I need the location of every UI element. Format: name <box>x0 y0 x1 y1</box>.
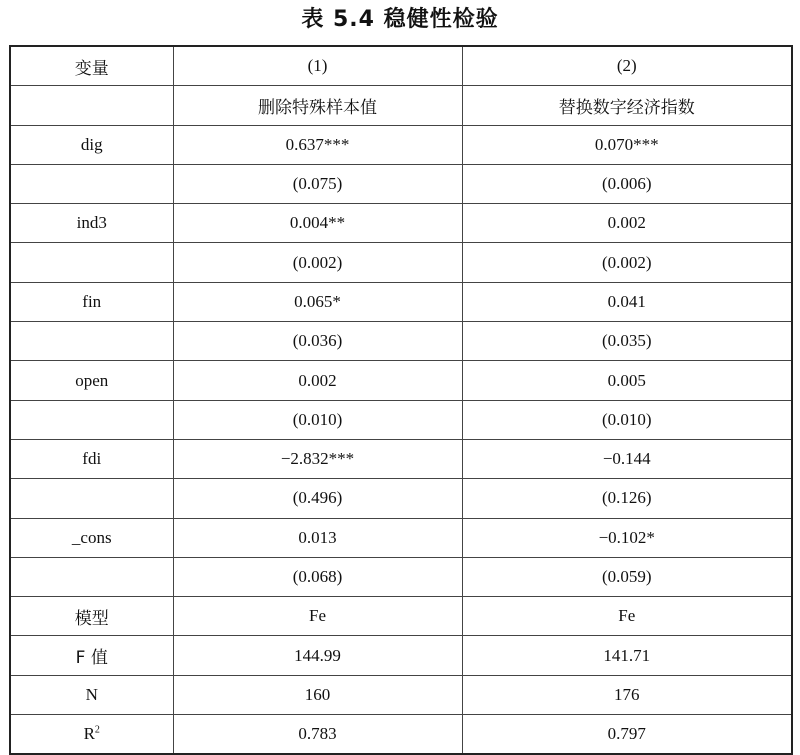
var-name: fin <box>10 282 173 321</box>
table-header-row <box>10 46 792 86</box>
var-name: open <box>10 361 173 400</box>
table-row-coef <box>10 518 792 557</box>
table-row-se <box>10 400 792 439</box>
table-row-coef <box>10 282 792 321</box>
r2-label: R <box>83 724 95 744</box>
table-row-coef <box>10 204 792 243</box>
se-col2: (0.006) <box>462 164 792 203</box>
table-subheader-row <box>10 86 792 125</box>
fvalue-col2: 141.71 <box>462 636 792 675</box>
se-col1: (0.002) <box>173 243 462 282</box>
se-col2: (0.010) <box>462 400 792 439</box>
se-col1: (0.496) <box>173 479 462 518</box>
table-row-n <box>10 675 792 714</box>
table-row-se <box>10 322 792 361</box>
subheader-empty <box>10 86 173 125</box>
coef-col2: 0.070*** <box>462 125 792 164</box>
subheader-col2: 替换数字经济指数 <box>462 86 792 125</box>
coef-col1: 0.004** <box>173 204 462 243</box>
var-name: dig <box>10 125 173 164</box>
coef-col2: −0.102* <box>462 518 792 557</box>
coef-col1: 0.065* <box>173 282 462 321</box>
fvalue-col1: 144.99 <box>173 636 462 675</box>
table-row-se <box>10 243 792 282</box>
subheader-col1: 删除特殊样本值 <box>173 86 462 125</box>
r2-col2: 0.797 <box>462 715 792 755</box>
n-col1: 160 <box>173 675 462 714</box>
empty-cell <box>10 479 173 518</box>
table-row-r2 <box>10 715 792 755</box>
coef-col2: 0.002 <box>462 204 792 243</box>
r2-label-cell <box>10 715 173 755</box>
header-col1: (1) <box>173 46 462 86</box>
empty-cell <box>10 400 173 439</box>
se-col1: (0.075) <box>173 164 462 203</box>
empty-cell <box>10 557 173 596</box>
table-row-model <box>10 597 792 636</box>
n-label: N <box>10 675 173 714</box>
var-name: _cons <box>10 518 173 557</box>
table-row-se <box>10 164 792 203</box>
coef-col2: 0.005 <box>462 361 792 400</box>
se-col2: (0.035) <box>462 322 792 361</box>
se-col1: (0.010) <box>173 400 462 439</box>
se-col2: (0.126) <box>462 479 792 518</box>
model-label: 模型 <box>10 597 173 636</box>
se-col1: (0.068) <box>173 557 462 596</box>
header-col2: (2) <box>462 46 792 86</box>
coef-col1: −2.832*** <box>173 439 462 478</box>
coef-col2: 0.041 <box>462 282 792 321</box>
empty-cell <box>10 322 173 361</box>
coef-col1: 0.002 <box>173 361 462 400</box>
var-name: fdi <box>10 439 173 478</box>
empty-cell <box>10 243 173 282</box>
n-col2: 176 <box>462 675 792 714</box>
coef-col2: −0.144 <box>462 439 792 478</box>
se-col1: (0.036) <box>173 322 462 361</box>
se-col2: (0.059) <box>462 557 792 596</box>
table-title: 表 5.4 稳健性检验 <box>301 7 499 32</box>
header-variable: 变量 <box>10 46 173 86</box>
coef-col1: 0.013 <box>173 518 462 557</box>
se-col2: (0.002) <box>462 243 792 282</box>
table-row-se <box>10 557 792 596</box>
table-row-fvalue <box>10 636 792 675</box>
r2-col1: 0.783 <box>173 715 462 755</box>
table-row-se <box>10 479 792 518</box>
fvalue-label: F 值 <box>10 636 173 675</box>
table-row-coef <box>10 439 792 478</box>
table-row-coef <box>10 125 792 164</box>
table-row-coef <box>10 361 792 400</box>
regression-table <box>9 45 793 755</box>
model-col1: Fe <box>173 597 462 636</box>
empty-cell <box>10 164 173 203</box>
r2-superscript: 2 <box>94 724 100 736</box>
coef-col1: 0.637*** <box>173 125 462 164</box>
var-name: ind3 <box>10 204 173 243</box>
model-col2: Fe <box>462 597 792 636</box>
